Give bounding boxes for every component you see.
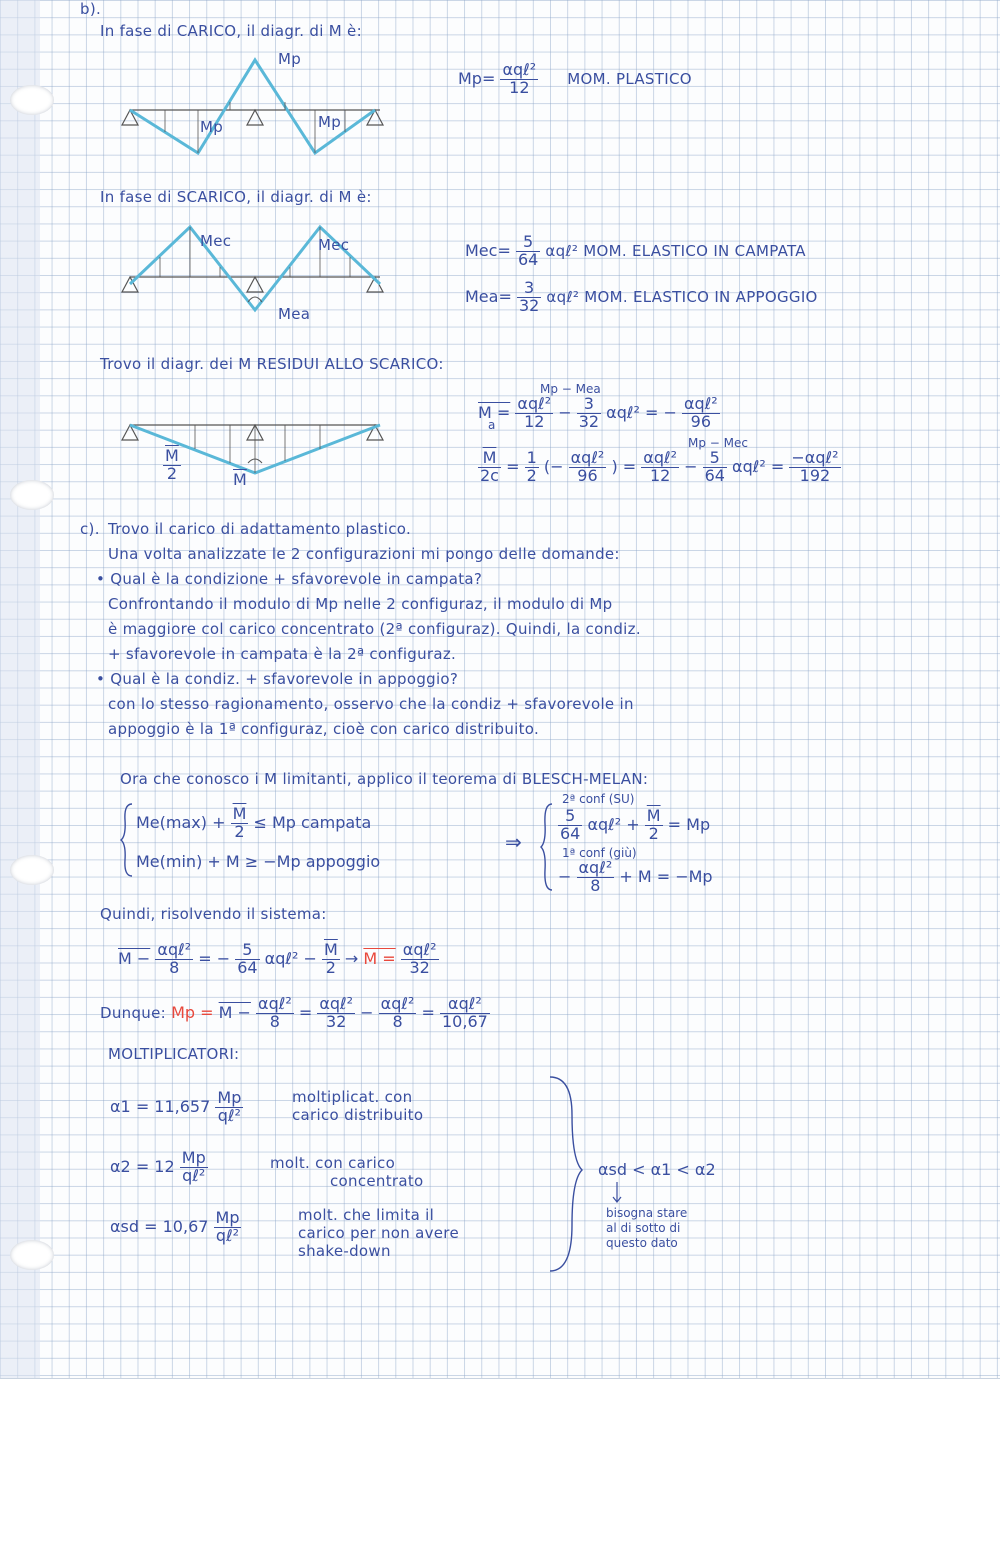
fraction-denominator: 10,67 (442, 1011, 488, 1031)
alpha1-value: α1 = 11,657 (110, 1096, 211, 1116)
paren-close: ) = (611, 456, 637, 476)
sol2-mp: Mp = (171, 1002, 214, 1022)
fraction-denominator: qℓ² (215, 1107, 243, 1125)
fraction-denominator: 96 (682, 413, 720, 431)
fraction-numerator: αqℓ² (319, 994, 354, 1013)
res1-frac-b (577, 396, 601, 431)
question-1-answer-2: è maggiore col carico concentrato (2ª configuraz). Quindi, la condiz. (108, 620, 641, 638)
fraction-numerator: αqℓ² (380, 994, 415, 1013)
ineq1-rhs: ≤ Mp campata (253, 812, 372, 832)
section-c-line-2: Una volta analizzate le 2 configurazioni mi pongo delle domande: (108, 545, 620, 563)
fraction-denominator: 2 (645, 825, 663, 843)
fraction-denominator: 64 (517, 249, 539, 269)
fraction-denominator: 2 (231, 823, 249, 841)
res1-annotation: Mp − Mea (540, 382, 601, 396)
mp-desc: MOM. PLASTICO (567, 69, 692, 88)
fraction-denominator: 8 (256, 1013, 294, 1031)
sys3-mfrac (645, 808, 663, 843)
res2-annotation: Mp − Mec (688, 436, 748, 450)
fraction-denominator: 64 (704, 465, 725, 485)
fraction-numerator: αqℓ² (448, 994, 482, 1013)
label-mea: Mea (278, 305, 311, 323)
fraction-denominator: 12 (515, 413, 553, 431)
sol1-result-frac (401, 942, 439, 977)
fraction-denominator: 32 (401, 959, 439, 977)
fraction-denominator: 64 (237, 957, 258, 977)
sys3-annotation: 2ª conf (SU) (562, 792, 635, 806)
res2-frac-c (789, 450, 840, 485)
alpha2-frac (180, 1150, 208, 1185)
fraction-denominator: qℓ² (214, 1227, 242, 1245)
note-line-1: bisogna stare (606, 1206, 688, 1220)
alpha2-value: α2 = 12 (110, 1156, 175, 1176)
right-brace (540, 802, 554, 892)
equation-sys-1 (558, 808, 710, 843)
m-half-fraction (163, 448, 181, 483)
section-c-label: c). (80, 520, 100, 538)
ineq1-frac (231, 806, 249, 841)
question-1: • Qual è la condizione + sfavorevole in campata? (96, 570, 483, 588)
fraction-denominator: 2 (322, 959, 340, 977)
res1-subscript: a (488, 418, 496, 432)
alpha1-desc-2: carico distribuito (292, 1106, 424, 1124)
res2-frac-b (703, 450, 727, 485)
sys4-annotation: 1ª conf (giù) (562, 846, 637, 860)
alpha-inequality: αsd < α1 < α2 (598, 1160, 716, 1179)
sys3-mid: αqℓ² + (587, 814, 640, 834)
question-2: • Qual è la condiz. + sfavorevole in appoggio? (96, 670, 459, 688)
fraction-numerator: Mp (181, 1148, 206, 1167)
sys4-frac (577, 860, 615, 895)
sol1-mid2: αqℓ² − (264, 948, 317, 968)
paren-open: (− (543, 456, 564, 476)
sol2-frac-b (317, 996, 355, 1031)
equation-sys-2 (558, 860, 713, 895)
residual-equation-1 (478, 396, 720, 431)
carico-moment-diagram (120, 50, 400, 165)
mea-formula-fraction (517, 280, 541, 315)
sol2-frac-d (440, 996, 490, 1031)
fraction-numerator: −αqℓ² (791, 448, 839, 467)
page-margin (0, 0, 40, 1378)
fraction-denominator: 64 (560, 823, 581, 843)
solve-intro: Quindi, risolvendo il sistema: (100, 905, 327, 923)
fraction-denominator: 12 (500, 79, 538, 97)
alpha2-desc-2: concentrato (330, 1172, 424, 1190)
fraction-numerator: αqℓ² (643, 448, 677, 467)
carico-heading: In fase di CARICO, il diagr. di M è: (100, 22, 362, 40)
residui-heading: Trovo il diagr. dei M RESIDUI ALLO SCARICO: (100, 355, 444, 373)
inequality-2: Me(min) + M ≥ −Mp appoggio (136, 852, 381, 871)
fraction-numerator: $\overline{M}$ (323, 940, 338, 959)
implies-arrow: ⇒ (505, 830, 522, 854)
binder-hole (10, 85, 54, 115)
alpha2-desc-1: molt. con carico (270, 1154, 396, 1172)
solution-equation-2 (100, 996, 490, 1031)
binder-hole (10, 1240, 54, 1270)
sol2-intro: Dunque: (100, 1003, 166, 1022)
fraction-numerator: αqℓ² (517, 394, 552, 413)
mec-formula-lhs: Mec= (465, 240, 511, 260)
label-mec-right: Mec (318, 236, 350, 254)
alpha2-line (110, 1150, 208, 1185)
res2-mid: αqℓ² = (732, 456, 785, 476)
fraction-numerator: Mp (215, 1208, 240, 1227)
minus-sign: − (684, 456, 698, 476)
sol2-a: M − (218, 1002, 251, 1022)
fraction-numerator: αqℓ² (502, 60, 537, 79)
note-line-3: questo dato (606, 1236, 678, 1250)
binder-hole (10, 480, 54, 510)
fraction-denominator: 8 (155, 959, 193, 977)
ineq1-lhs: Me(max) + (136, 812, 226, 832)
multipliers-heading: MOLTIPLICATORI: (108, 1045, 240, 1063)
sol2-frac-c (379, 996, 417, 1031)
alpha-sd-line (110, 1210, 241, 1245)
fraction-numerator: 5 (709, 448, 720, 467)
residual-moment-diagram (120, 405, 400, 485)
alpha-sd-value: αsd = 10,67 (110, 1216, 209, 1236)
mp-formula (458, 62, 692, 97)
fraction-numerator: 5 (242, 940, 253, 959)
binder-hole (10, 855, 54, 885)
scarico-heading: In fase di SCARICO, il diagr. di M è: (100, 188, 372, 206)
mp-formula-lhs: Mp= (458, 68, 496, 88)
fraction-numerator: αqℓ² (157, 940, 192, 959)
fraction-denominator: 32 (317, 1013, 355, 1031)
fraction-denominator: qℓ² (180, 1167, 208, 1185)
fraction-numerator: 5 (565, 806, 576, 825)
fraction-denominator: 192 (789, 467, 840, 485)
alpha1-desc-1: moltiplicat. con (292, 1088, 413, 1106)
fraction-denominator: 2 (163, 465, 181, 483)
minus-sign: − (558, 402, 572, 422)
equals-sign: = (506, 456, 520, 476)
sol2-frac-a (256, 996, 294, 1031)
res2-frac-a (641, 450, 679, 485)
alpha-sd-desc-2: carico per non avere (298, 1224, 459, 1242)
sol1-result-lhs: M = (363, 948, 396, 968)
res2-frac-p (569, 450, 607, 485)
fraction-denominator: 2 (526, 465, 537, 485)
fraction-numerator: $\overline{M}$ (165, 446, 179, 465)
fraction-numerator: $\overline{M}$ (646, 806, 661, 825)
res1-frac-c (682, 396, 720, 431)
fraction-numerator: αqℓ² (570, 448, 605, 467)
sol1-lhs: M − (118, 948, 151, 968)
alpha1-line (110, 1090, 243, 1125)
alpha-sd-desc-3: shake-down (298, 1242, 391, 1260)
alpha-sd-desc-1: molt. che limita il (298, 1206, 435, 1224)
mec-formula-fraction (516, 234, 540, 269)
fraction-denominator: 32 (578, 411, 600, 431)
fraction-numerator: αqℓ² (683, 394, 718, 413)
mp-formula-fraction (500, 62, 538, 97)
mec-desc: αqℓ² MOM. ELASTICO IN CAMPATA (545, 241, 806, 260)
fraction-numerator: αqℓ² (258, 994, 292, 1013)
scarico-moment-diagram (120, 222, 400, 322)
fraction-numerator: 3 (583, 394, 594, 413)
left-brace (120, 802, 134, 878)
fraction-denominator: 2c (480, 465, 499, 485)
res2-lhs (478, 450, 501, 485)
res1-mid: αqℓ² = − (606, 402, 677, 422)
fraction-numerator: αqℓ² (578, 858, 613, 877)
res1-frac-a (515, 396, 553, 431)
note-line-2: al di sotto di (606, 1221, 681, 1235)
multipliers-brace (548, 1075, 588, 1275)
res1-lhs: M = (478, 402, 511, 422)
sys4-rhs: + M = −Mp (619, 866, 713, 886)
mea-formula-lhs: Mea= (465, 286, 512, 306)
fraction-denominator: 8 (379, 1013, 417, 1031)
fraction-numerator: $\overline{M}$ (232, 804, 247, 823)
sys3-rhs: = Mp (667, 814, 711, 834)
inequality-1 (136, 806, 371, 841)
question-2-answer-1: con lo stesso ragionamento, osservo che la condiz + sfavorevole in (108, 695, 634, 713)
solution-equation-1 (118, 942, 439, 977)
fraction-numerator: αqℓ² (402, 940, 437, 959)
fraction-numerator: $\overline{M}$ (482, 448, 497, 467)
mec-formula (465, 234, 806, 269)
label-mec-left: Mec (200, 232, 232, 250)
res2-half (525, 450, 539, 485)
section-c-line-1: Trovo il carico di adattamento plastico. (108, 520, 412, 538)
fraction-numerator: 1 (526, 448, 537, 467)
question-1-answer-3: + sfavorevole in campata è la 2ª configuraz. (108, 645, 457, 663)
residual-equation-2 (478, 450, 841, 485)
fraction-numerator: 5 (523, 232, 534, 251)
section-b-label: b). (80, 0, 102, 18)
fraction-denominator: 32 (518, 295, 540, 315)
fraction-numerator: 3 (524, 278, 535, 297)
sys4-sign: − (558, 866, 572, 886)
melan-intro: Ora che conosco i M limitanti, applico il teorema di BLESCH-MELAN: (120, 770, 649, 788)
label-mp-right: Mp (318, 113, 342, 131)
sol1-arrow: → (344, 948, 359, 968)
alpha1-frac (215, 1090, 243, 1125)
mea-desc: αqℓ² MOM. ELASTICO IN APPOGGIO (546, 287, 818, 306)
label-m-half (163, 448, 181, 483)
label-m-bar: $\overline{M}$ (233, 470, 247, 489)
label-mp-top: Mp (278, 50, 302, 68)
sol1-frac-b (235, 942, 259, 977)
label-mp-left: Mp (200, 118, 224, 136)
question-1-answer-1: Confrontando il modulo di Mp nelle 2 configuraz, il modulo di Mp (108, 595, 613, 613)
fraction-numerator: Mp (217, 1088, 242, 1107)
sys3-frac (558, 808, 582, 843)
alpha-sd-frac (214, 1210, 242, 1245)
minus-sign: − (360, 1002, 374, 1022)
fraction-denominator: 12 (641, 467, 679, 485)
sol1-frac-a (155, 942, 193, 977)
fraction-denominator: 96 (569, 467, 607, 485)
sol1-frac-c (322, 942, 340, 977)
question-2-answer-2: appoggio è la 1ª configuraz, cioè con carico distribuito. (108, 720, 540, 738)
equals-sign: = (421, 1002, 435, 1022)
down-arrow (612, 1182, 622, 1204)
sol1-mid: = − (198, 948, 231, 968)
fraction-denominator: 8 (577, 877, 615, 895)
mea-formula (465, 280, 818, 315)
equals-sign: = (298, 1002, 313, 1022)
